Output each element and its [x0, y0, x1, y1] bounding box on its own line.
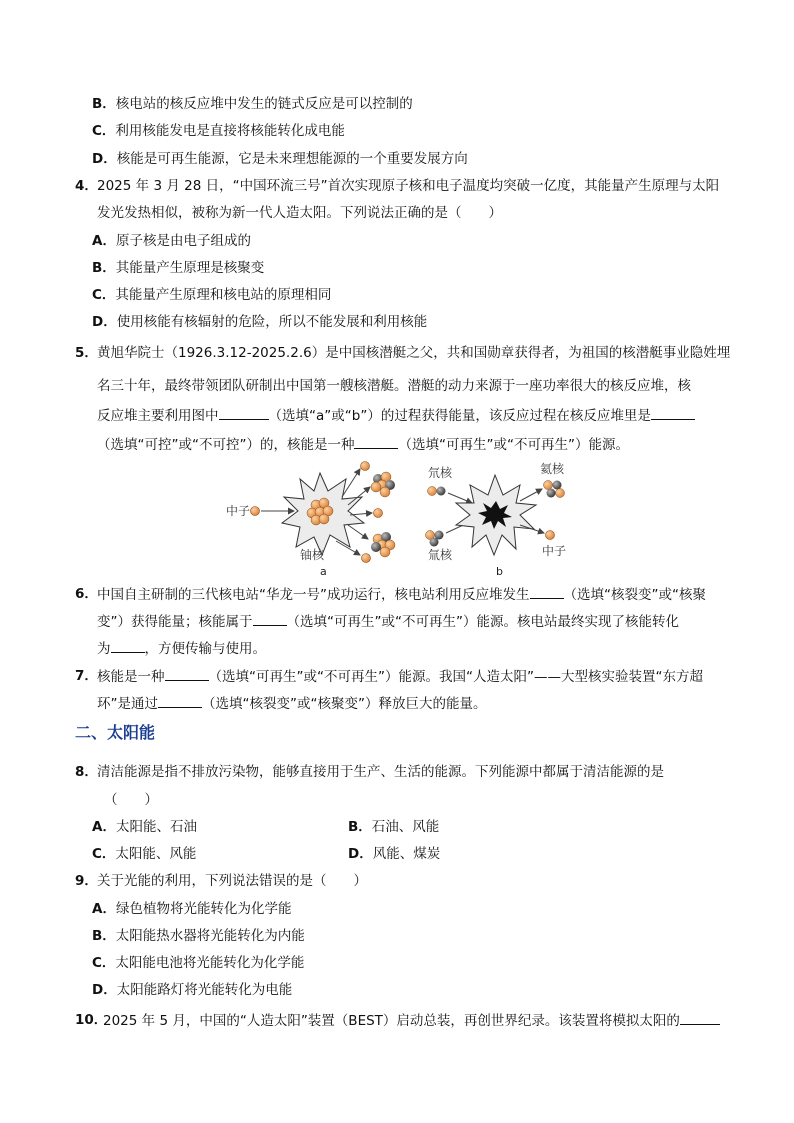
- option-text: 太阳能热水器将光能转化为内能: [115, 928, 305, 944]
- q7-stem-line1: [97, 667, 703, 686]
- tritium-nucleus: [426, 531, 444, 547]
- q5-stem-line3: [97, 406, 695, 425]
- q8-option-b: [348, 818, 439, 836]
- q6-stem-line1: [97, 585, 706, 604]
- helium-label: 氦核: [540, 462, 565, 476]
- option-text: 太阳能、石油: [115, 819, 197, 835]
- text-run: 中国自主研制的三代核电站“华龙一号”成功运行，核电站利用反应堆发生: [97, 587, 530, 603]
- option-letter: D．: [92, 982, 117, 998]
- q3-option-d: [92, 150, 468, 168]
- option-text: 原子核是由电子组成的: [115, 233, 251, 249]
- released-neutron: [362, 554, 371, 563]
- caption-b: b: [496, 565, 503, 578]
- q7-stem-line2: [97, 694, 486, 713]
- text-run: （选填“可再生”或“不可再生”）能源。核电站最终实现了核能转化: [286, 614, 679, 630]
- text-run: 2025 年 5 月，中国的“人造太阳”装置（BEST）启动总装，再创世界纪录。该装置将模拟太阳的: [103, 1013, 680, 1029]
- q6-stem-line3: [97, 639, 266, 658]
- text-run: 核能是一种: [97, 669, 165, 685]
- option-text: 风能、煤炭: [372, 846, 441, 862]
- option-text: 石油、风能: [371, 819, 440, 835]
- answer-blank[interactable]: [165, 667, 209, 681]
- q8-option-c: [92, 845, 196, 863]
- q9-number: 9．: [75, 873, 98, 889]
- q5-stem-line2: 名三十年，最终带领团队研制出中国第一艘核潜艇。潜艇的动力来源于一座功率很大的核反应堆，核: [97, 378, 691, 394]
- q9-stem-line1: 关于光能的利用，下列说法错误的是（ ）: [97, 873, 367, 889]
- option-letter: D．: [348, 846, 373, 862]
- option-letter: D．: [92, 151, 117, 167]
- tritium-label: 氚核: [428, 548, 453, 562]
- option-letter: A．: [92, 819, 116, 835]
- option-text: 绿色植物将光能转化为化学能: [115, 901, 292, 917]
- text-run: （选填“a”或“b”）的过程获得能量，该反应过程在核反应堆里是: [268, 408, 651, 424]
- answer-blank[interactable]: [354, 435, 398, 449]
- q3-option-b: [92, 95, 413, 113]
- option-letter: C．: [92, 123, 116, 139]
- option-text: 太阳能电池将光能转化为化学能: [115, 955, 305, 971]
- fission-diagram-a: [226, 462, 395, 579]
- helium-nucleus: [544, 481, 565, 498]
- q5-number: 5．: [75, 345, 98, 361]
- q7-number: 7．: [75, 668, 98, 684]
- text-run: （选填“核裂变”或“核聚变”）释放巨大的能量。: [202, 696, 487, 712]
- fusion-diagram-b: [426, 461, 567, 578]
- text-run: 变”）获得能量；核能属于: [97, 614, 253, 630]
- answer-blank[interactable]: [111, 639, 145, 653]
- q10-stem-line1: [103, 1011, 720, 1030]
- option-letter: C．: [92, 955, 116, 971]
- q8-number: 8．: [75, 764, 98, 780]
- fission-fragment-lower: [371, 532, 395, 557]
- option-text: 利用核能发电是直接将核能转化成电能: [115, 123, 345, 139]
- q4-number: 4．: [75, 178, 98, 194]
- fission-fragment-upper: [371, 472, 395, 497]
- q5-stem-line4: [97, 435, 629, 454]
- q10-number: 10．: [75, 1012, 108, 1028]
- text-run: （选填“可再生”或“不可再生”）能源。我国“人造太阳”——大型核实验装置“东方超: [208, 669, 703, 685]
- answer-blank[interactable]: [219, 406, 269, 420]
- text-run: （选填“可控”或“不可控”）的，核能是一种: [97, 437, 355, 453]
- option-text: 太阳能路灯将光能转化为电能: [116, 982, 293, 998]
- option-text: 其能量产生原理是核聚变: [115, 260, 265, 276]
- deuterium-nucleus: [428, 487, 446, 496]
- option-text: 太阳能、风能: [115, 846, 197, 862]
- answer-blank[interactable]: [680, 1011, 720, 1025]
- option-letter: D．: [92, 314, 117, 330]
- nuclear-reaction-figure: [210, 455, 600, 585]
- answer-blank[interactable]: [651, 406, 695, 420]
- q8-option-a: [92, 818, 197, 836]
- released-neutron: [374, 509, 383, 518]
- q9-option-b: [92, 927, 305, 945]
- option-letter: A．: [92, 233, 116, 249]
- neutron-label-b: 中子: [542, 544, 567, 558]
- q6-number: 6．: [75, 586, 98, 602]
- q6-stem-line2: [97, 612, 679, 631]
- deuterium-label: 氘核: [428, 466, 453, 480]
- q4-option-b: [92, 259, 264, 277]
- option-letter: B．: [92, 96, 116, 112]
- text-run: （选填“可再生”或“不可再生”）能源。: [398, 437, 629, 453]
- option-letter: C．: [92, 846, 116, 862]
- neutron-label-a: 中子: [226, 504, 251, 518]
- option-letter: B．: [348, 819, 372, 835]
- option-letter: C．: [92, 287, 116, 303]
- q4-stem-line1: 2025 年 3 月 28 日，“中国环流三号”首次实现原子核和电子温度均突破一亿度，其能量产生原理与太阳: [97, 178, 720, 194]
- text-run: （选填“核裂变”或“核聚: [563, 587, 706, 603]
- q9-option-a: [92, 900, 291, 918]
- option-letter: B．: [92, 928, 116, 944]
- option-text: 核能是可再生能源，它是未来理想能源的一个重要发展方向: [116, 151, 468, 167]
- answer-blank[interactable]: [158, 694, 202, 708]
- section-heading-solar: 二、太阳能: [75, 723, 156, 742]
- q9-option-d: [92, 981, 292, 999]
- q9-option-c: [92, 954, 304, 972]
- option-letter: A．: [92, 901, 116, 917]
- text-run: 为: [97, 641, 111, 657]
- answer-blank[interactable]: [530, 585, 564, 599]
- uranium-label: 铀核: [300, 548, 325, 562]
- q8-option-d: [348, 845, 440, 863]
- incoming-neutron: [251, 507, 260, 516]
- option-text: 其能量产生原理和核电站的原理相同: [115, 287, 332, 303]
- text-run: 环”是通过: [97, 696, 158, 712]
- answer-blank[interactable]: [253, 612, 287, 626]
- q8-stem-line1: 清洁能源是指不排放污染物，能够直接用于生产、生活的能源。下列能源中都属于清洁能源的是: [97, 764, 664, 780]
- q4-option-a: [92, 232, 251, 250]
- option-letter: B．: [92, 260, 116, 276]
- q4-option-c: [92, 286, 331, 304]
- option-text: 使用核能有核辐射的危险，所以不能发展和利用核能: [116, 314, 428, 330]
- option-text: 核电站的核反应堆中发生的链式反应是可以控制的: [115, 96, 413, 112]
- caption-a: a: [320, 565, 327, 578]
- q5-stem-line1: 黄旭华院士（1926.3.12-2025.2.6）是中国核潜艇之父，共和国勋章获得者，为祖国的核潜艇事业隐姓埋: [97, 345, 731, 361]
- released-neutron: [361, 462, 370, 471]
- released-neutron-b: [546, 531, 555, 540]
- q8-stem-line2: （ ）: [104, 792, 158, 808]
- text-run: 反应堆主要利用图中: [97, 408, 219, 424]
- q4-stem-line2: 发光发热相似，被称为新一代人造太阳。下列说法正确的是（ ）: [97, 205, 502, 221]
- q3-option-c: [92, 122, 345, 140]
- q4-option-d: [92, 313, 427, 331]
- text-run: ，方便传输与使用。: [144, 641, 266, 657]
